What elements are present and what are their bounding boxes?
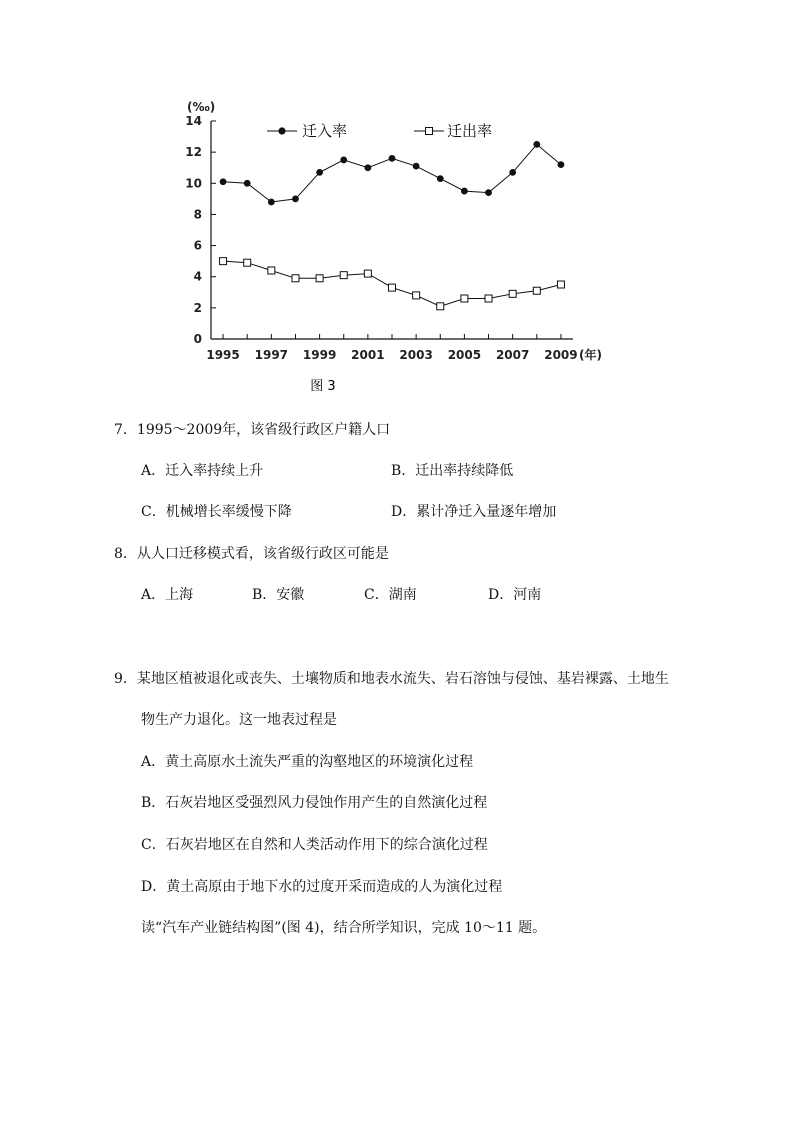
data-point-in — [437, 175, 444, 182]
data-point-out — [364, 270, 371, 277]
data-point-out — [509, 290, 516, 297]
y-axis-unit: (‰) — [187, 100, 216, 114]
q9-option-d: D．黄土高原由于地下水的过度开采而造成的人为演化过程 — [141, 879, 503, 895]
intro-text: 读“汽车产业链结构图”(图 4)，结合所学知识，完成 10～11 题。 — [141, 920, 547, 936]
q9-stem-line2: 物生产力退化。这一地表过程是 — [141, 712, 337, 728]
data-point-in — [485, 189, 492, 196]
legend-marker-out — [426, 128, 433, 135]
x-tick-label: 1997 — [254, 348, 289, 362]
x-tick-labels — [206, 348, 577, 362]
x-tick-label: 2007 — [495, 348, 530, 362]
chart-axes — [211, 121, 573, 339]
data-point-out — [340, 272, 347, 279]
q9-stem-line1: 9．某地区植被退化或丧失、土壤物质和地表水流失、岩石溶蚀与侵蚀、基岩裸露、土地生 — [114, 671, 669, 687]
y-tick-label: 0 — [193, 332, 202, 346]
q7-option-d: D．累计净迁入量逐年增加 — [391, 504, 557, 520]
chart-legend — [267, 122, 492, 140]
legend-label-out: 迁出率 — [447, 122, 493, 140]
data-point-out — [485, 295, 492, 302]
data-point-in — [316, 169, 323, 176]
data-point-out — [557, 281, 564, 288]
q8-option-a: A．上海 — [141, 587, 194, 603]
data-point-in — [558, 161, 565, 168]
y-tick-label: 2 — [193, 300, 202, 315]
x-tick-label: 2003 — [399, 348, 433, 362]
q7-option-c: C．机械增长率缓慢下降 — [141, 504, 292, 520]
y-tick-label: 14 — [185, 114, 202, 128]
data-point-in — [413, 163, 420, 170]
y-tick-label: 4 — [193, 269, 202, 284]
x-tick-label: 2001 — [351, 348, 385, 362]
q7-option-a: A．迁入率持续上升 — [141, 463, 264, 479]
data-point-out — [413, 292, 420, 299]
migration-rate-chart — [0, 0, 794, 400]
q9-option-c: C．石灰岩地区在自然和人类活动作用下的综合演化过程 — [141, 837, 488, 853]
q9-option-b: B．石灰岩地区受强烈风力侵蚀作用产生的自然演化过程 — [141, 795, 488, 811]
data-point-out — [268, 267, 275, 274]
data-point-in — [268, 199, 275, 206]
chart-series — [220, 141, 565, 310]
q8-option-c: C．湖南 — [364, 587, 417, 603]
data-point-out — [316, 275, 323, 282]
data-point-in — [292, 195, 299, 202]
q9-option-a: A．黄土高原水土流失严重的沟壑地区的环境演化过程 — [141, 754, 474, 770]
x-tick-label: 2009 — [544, 348, 578, 362]
legend-marker-in — [278, 127, 285, 134]
data-point-out — [244, 259, 251, 266]
data-point-in — [244, 180, 251, 187]
data-point-in — [364, 164, 371, 171]
y-tick-label: 12 — [185, 145, 202, 160]
x-tick-label: 1995 — [206, 348, 240, 362]
y-tick-label: 10 — [185, 176, 202, 191]
x-axis-unit: (年) — [579, 348, 602, 362]
q8-stem: 8．从人口迁移模式看，该省级行政区可能是 — [114, 546, 389, 562]
data-point-in — [461, 188, 468, 195]
data-point-out — [461, 295, 468, 302]
x-tick-label: 1999 — [302, 348, 337, 362]
y-tick-label: 6 — [193, 238, 202, 253]
q7-stem: 7．1995～2009年，该省级行政区户籍人口 — [114, 422, 391, 438]
data-point-out — [220, 258, 227, 265]
data-point-in — [389, 155, 396, 162]
figure-caption: 图 3 — [310, 379, 336, 394]
q8-option-d: D．河南 — [488, 587, 542, 603]
data-point-in — [340, 157, 347, 164]
y-tick-label: 8 — [193, 207, 202, 222]
data-point-in — [533, 141, 540, 148]
data-point-out — [533, 287, 540, 294]
q8-option-b: B．安徽 — [252, 587, 305, 603]
legend-label-in: 迁入率 — [302, 122, 348, 140]
q7-option-b: B．迁出率持续降低 — [391, 463, 514, 479]
y-tick-labels — [185, 114, 202, 346]
data-point-out — [389, 284, 396, 291]
x-tick-label: 2005 — [447, 348, 482, 362]
data-point-in — [220, 178, 227, 185]
data-point-out — [437, 303, 444, 310]
data-point-in — [509, 169, 516, 176]
data-point-out — [292, 275, 299, 282]
